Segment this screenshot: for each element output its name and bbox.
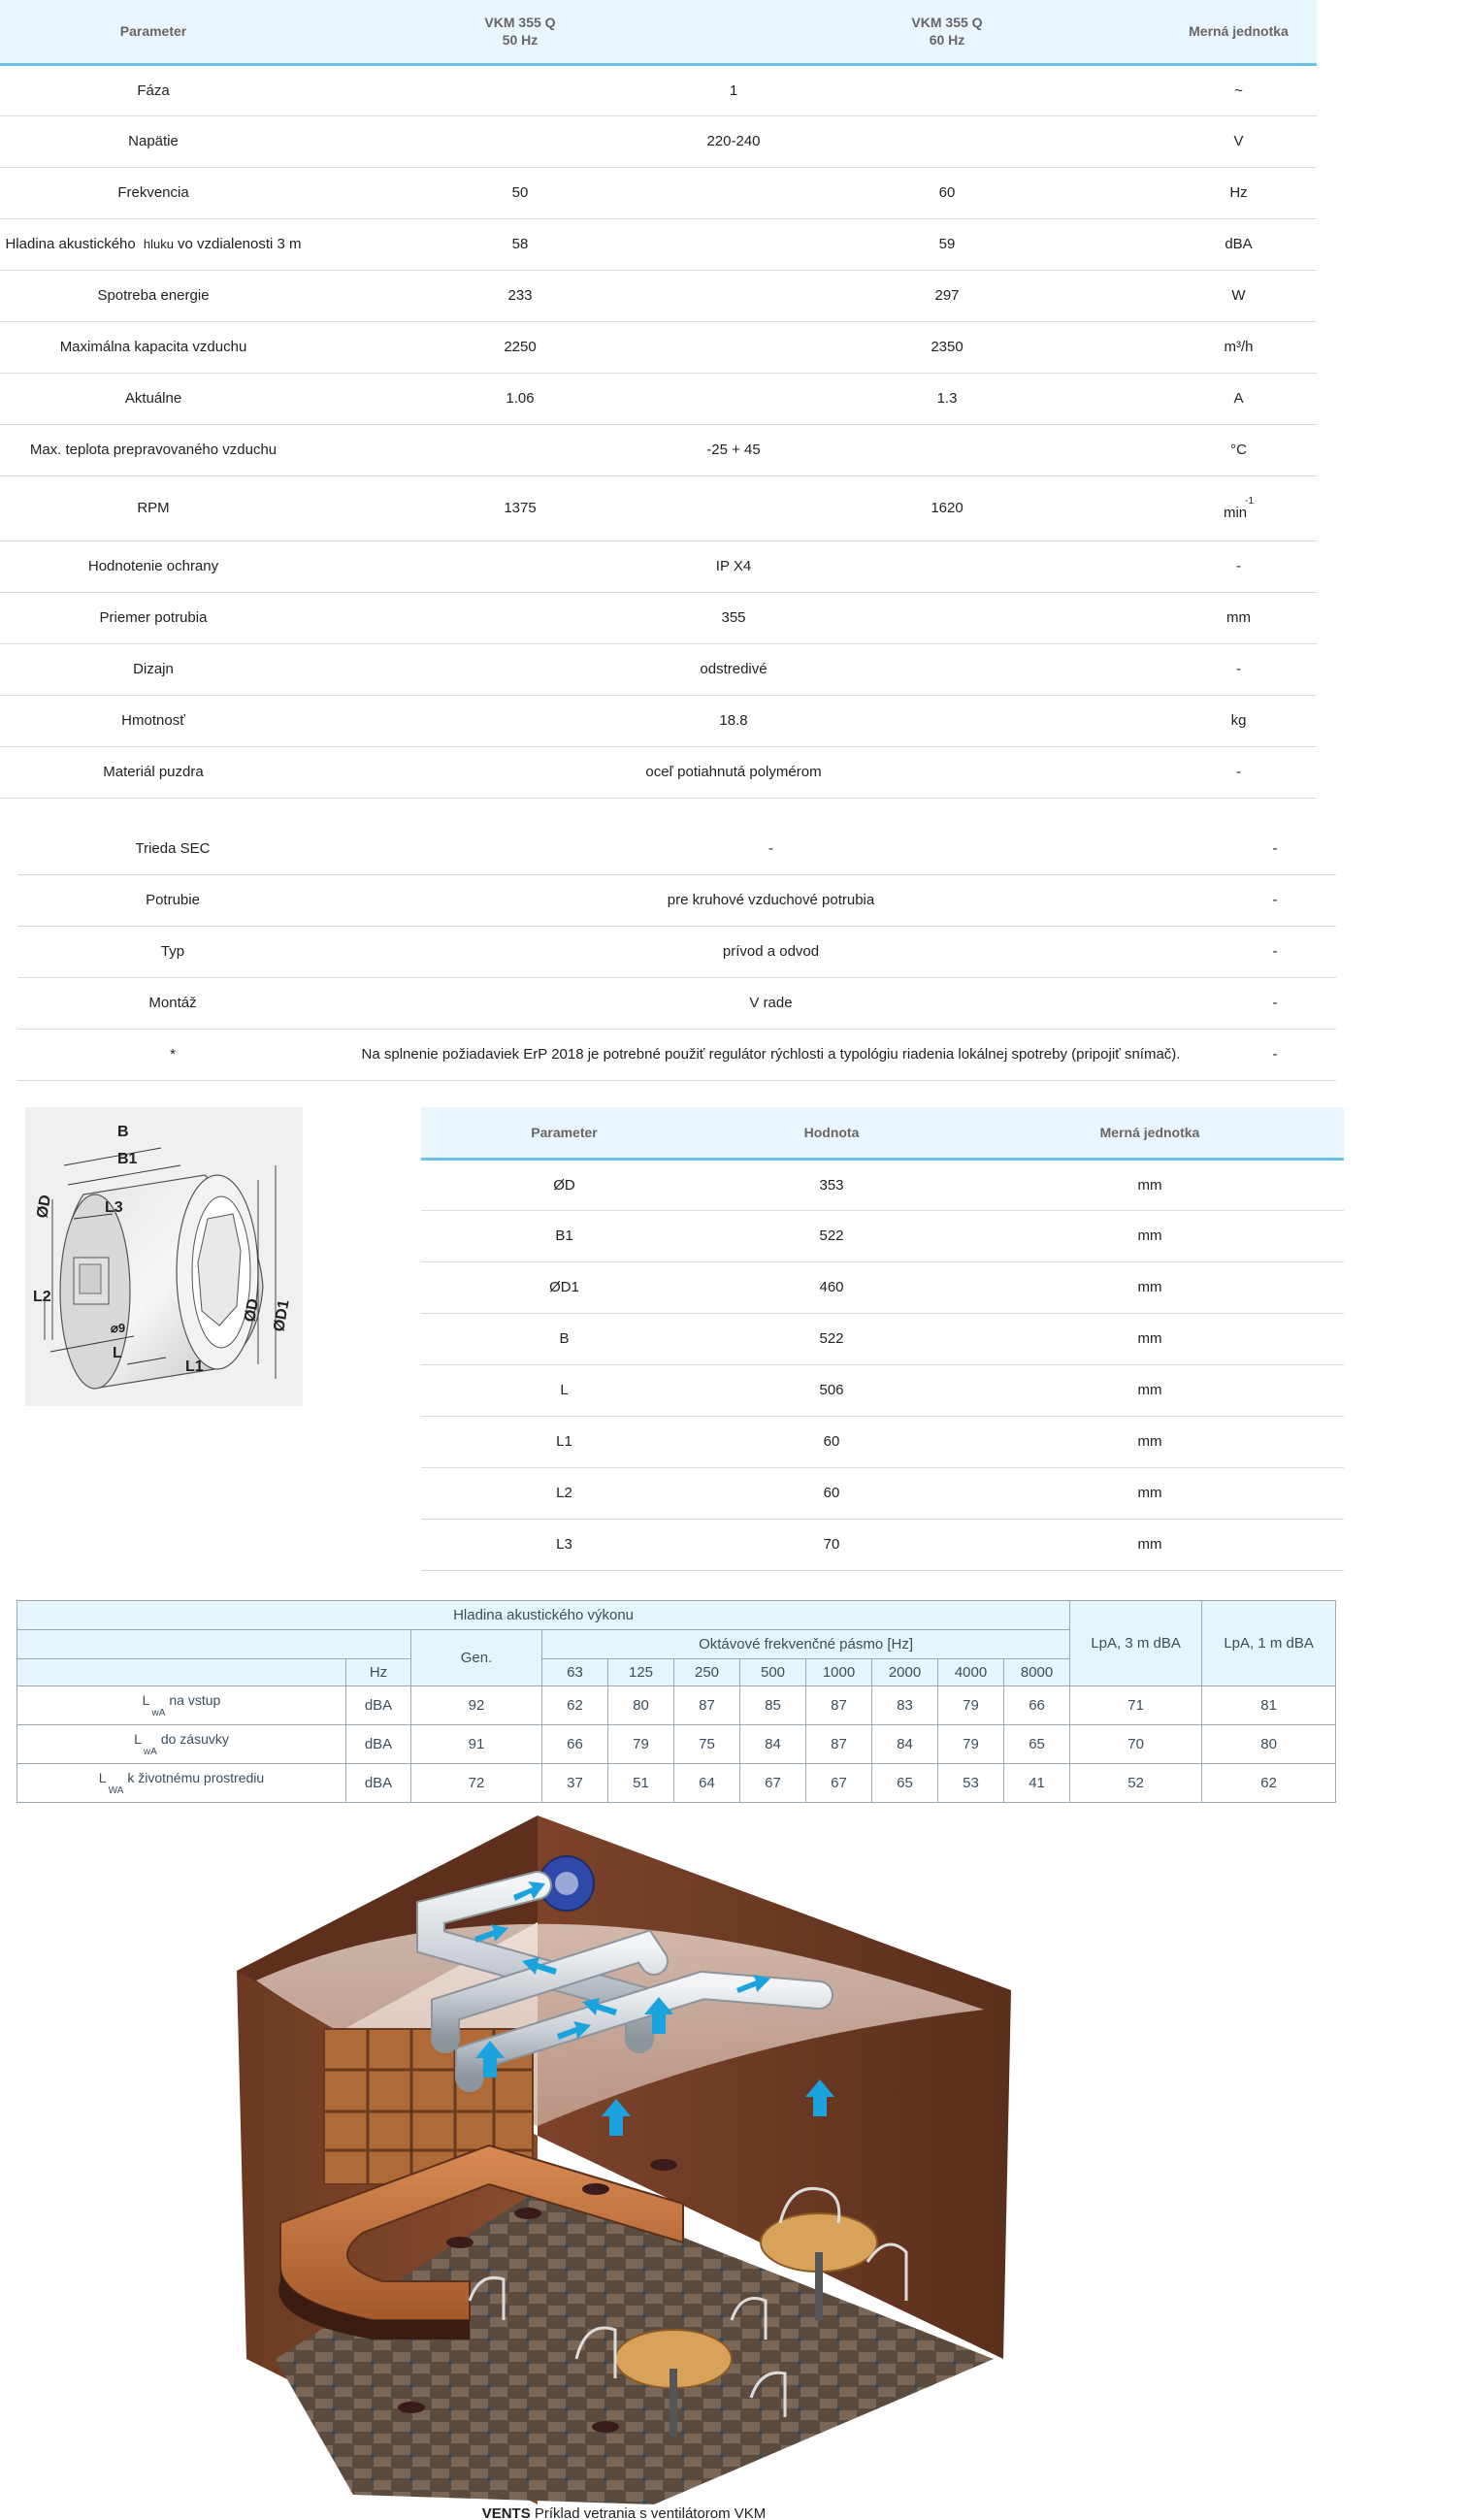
specs-value-cell: IP X4 (307, 540, 1160, 592)
fan-dimension-drawing-svg (25, 1107, 303, 1406)
acoustic-band-value: 83 (872, 1686, 938, 1725)
dims-param-cell: B (421, 1313, 707, 1364)
acoustic-band-value: 87 (806, 1686, 872, 1725)
specs-value-50hz: 1.06 (307, 373, 734, 424)
specs2-unit-cell: - (1214, 874, 1336, 926)
acoustic-row-gen: 72 (411, 1764, 542, 1803)
dims-value-cell: 522 (707, 1210, 956, 1261)
acoustic-row-subscript: WA (108, 1785, 124, 1796)
specs-unit-cell: W (1160, 270, 1317, 321)
specs2-param-cell: Montáž (17, 977, 328, 1029)
specs-unit-cell: dBA (1160, 218, 1317, 270)
specs-value-50hz: 233 (307, 270, 734, 321)
acoustic-data-row (17, 1764, 1336, 1803)
specs2-row (17, 1029, 1336, 1080)
specs2-param-cell: Potrubie (17, 874, 328, 926)
acoustic-band-value: 41 (1004, 1764, 1070, 1803)
specs-table-extra (17, 823, 1336, 1081)
specs-unit-cell: V (1160, 115, 1317, 167)
drawing-label-l: L (113, 1345, 122, 1361)
specs-value-50hz: 1375 (307, 475, 734, 540)
acoustic-row-text: do zásuvky (160, 1731, 229, 1747)
specs-row (0, 270, 1317, 321)
specs2-value-cell: prívod a odvod (328, 926, 1214, 977)
dims-param-cell: L1 (421, 1416, 707, 1467)
specs2-value-cell: - (328, 823, 1214, 874)
acoustic-title: Hladina akustického výkonu (17, 1601, 1070, 1630)
acoustic-band-value: 84 (740, 1725, 806, 1764)
dims-row (421, 1467, 1344, 1519)
caption-brand: VENTS (481, 2505, 531, 2520)
acoustic-band-value: 62 (542, 1686, 608, 1725)
acoustic-band-value: 79 (938, 1686, 1004, 1725)
specs2-unit-cell: - (1214, 977, 1336, 1029)
specs-param-cell: Maximálna kapacita vzduchu (0, 321, 307, 373)
dims-row (421, 1261, 1344, 1313)
specs-row (0, 424, 1317, 475)
acoustic-band-value: 79 (608, 1725, 674, 1764)
dims-unit-cell: mm (956, 1416, 1344, 1467)
dims-unit-cell: mm (956, 1519, 1344, 1570)
acoustic-row-subscript: wA (151, 1708, 166, 1718)
dims-unit-cell: mm (956, 1159, 1344, 1210)
specs2-value-cell: V rade (328, 977, 1214, 1029)
specs-param-cell: Spotreba energie (0, 270, 307, 321)
acoustic-row-lpa1: 80 (1202, 1725, 1336, 1764)
specs-unit-cell: - (1160, 746, 1317, 798)
dims-row (421, 1416, 1344, 1467)
acoustic-row-label (17, 1725, 346, 1764)
dims-param-cell: ØD (421, 1159, 707, 1210)
acoustic-band-header: 2000 (872, 1659, 938, 1686)
specs-value-cell: 220-240 (307, 115, 1160, 167)
acoustic-band-value: 53 (938, 1764, 1004, 1803)
specs-param-cell: Dizajn (0, 643, 307, 695)
dims-unit-cell: mm (956, 1364, 1344, 1416)
dims-param-cell: L (421, 1364, 707, 1416)
dims-row (421, 1519, 1344, 1570)
acoustic-row-text: k životnému prostrediu (127, 1770, 265, 1785)
acoustic-band-header: 500 (740, 1659, 806, 1686)
acoustic-lpa3-header: LpA, 3 m dBA (1070, 1601, 1202, 1686)
drawing-label-l3: L3 (105, 1199, 123, 1216)
dims-param-cell: L3 (421, 1519, 707, 1570)
dims-header-value: Hodnota (707, 1107, 956, 1159)
specs-unit-cell: m³/h (1160, 321, 1317, 373)
drawing-label-od1: ØD1 (271, 1298, 293, 1333)
specs-row (0, 475, 1317, 540)
drawing-label-od-left: ØD (34, 1194, 55, 1220)
dims-value-cell: 70 (707, 1519, 956, 1570)
specs-value-60hz: 59 (734, 218, 1160, 270)
acoustic-band-header: 250 (674, 1659, 740, 1686)
acoustic-row-lpa3: 71 (1070, 1686, 1202, 1725)
dims-unit-cell: mm (956, 1313, 1344, 1364)
dims-value-cell: 353 (707, 1159, 956, 1210)
specs2-row (17, 977, 1336, 1029)
specs-param-cell: Aktuálne (0, 373, 307, 424)
acoustic-row-unit: dBA (346, 1764, 411, 1803)
acoustic-blank-cell (17, 1659, 346, 1686)
acoustic-row-label (17, 1764, 346, 1803)
specs-value-50hz: 2250 (307, 321, 734, 373)
specs-row (0, 746, 1317, 798)
acoustic-row-subscript: wA (143, 1747, 157, 1757)
acoustic-band-value: 84 (872, 1725, 938, 1764)
acoustic-band-value: 67 (740, 1764, 806, 1803)
specs-param-cell: Priemer potrubia (0, 592, 307, 643)
dims-unit-cell: mm (956, 1261, 1344, 1313)
specs2-unit-cell: - (1214, 1029, 1336, 1080)
dims-value-cell: 506 (707, 1364, 956, 1416)
specs2-value-cell: pre kruhové vzduchové potrubia (328, 874, 1214, 926)
specs2-param-cell: Typ (17, 926, 328, 977)
acoustic-band-value: 65 (872, 1764, 938, 1803)
acoustic-table (16, 1600, 1336, 1803)
acoustic-blank-cell (17, 1630, 411, 1659)
dims-row (421, 1159, 1344, 1210)
acoustic-row-gen: 91 (411, 1725, 542, 1764)
specs-param-small: hluku (143, 237, 174, 251)
specs-unit-cell: A (1160, 373, 1317, 424)
acoustic-band-value: 67 (806, 1764, 872, 1803)
ventilation-example-illustration (237, 1816, 1011, 2504)
acoustic-row-label (17, 1686, 346, 1725)
dims-row (421, 1313, 1344, 1364)
specs2-unit-cell: - (1214, 926, 1336, 977)
dims-header-unit: Merná jednotka (956, 1107, 1344, 1159)
dims-param-cell: B1 (421, 1210, 707, 1261)
specs-param-cell: Napätie (0, 115, 307, 167)
specs2-row (17, 823, 1336, 874)
dims-value-cell: 460 (707, 1261, 956, 1313)
specs-value-60hz: 1.3 (734, 373, 1160, 424)
dims-row (421, 1210, 1344, 1261)
specs-param-cell: Fáza (0, 64, 307, 115)
dims-param-cell: L2 (421, 1467, 707, 1519)
specs-param-cell: Materiál puzdra (0, 746, 307, 798)
specs-row (0, 167, 1317, 218)
caption-text: Príklad vetrania s ventilátorom VKM (534, 2505, 767, 2520)
specs-table (0, 0, 1317, 799)
dims-value-cell: 522 (707, 1313, 956, 1364)
acoustic-data-row (17, 1686, 1336, 1725)
specs-param-cell: RPM (0, 475, 307, 540)
drawing-label-b: B (117, 1124, 129, 1140)
acoustic-band-value: 85 (740, 1686, 806, 1725)
specs-value-60hz: 1620 (734, 475, 1160, 540)
specs2-param-cell: Trieda SEC (17, 823, 328, 874)
drawing-label-l2: L2 (33, 1289, 51, 1305)
specs-value-cell: odstredivé (307, 643, 1160, 695)
dims-unit-cell: mm (956, 1467, 1344, 1519)
illustration-caption (237, 2507, 1011, 2520)
specs-row (0, 115, 1317, 167)
specs-unit-cell: Hz (1160, 167, 1317, 218)
specs2-row (17, 926, 1336, 977)
specs2-unit-cell: - (1214, 823, 1336, 874)
acoustic-row-unit: dBA (346, 1686, 411, 1725)
acoustic-lpa1-header: LpA, 1 m dBA (1202, 1601, 1336, 1686)
acoustic-row-symbol: L (98, 1770, 107, 1785)
dimension-drawing (25, 1107, 303, 1406)
specs-row (0, 643, 1317, 695)
acoustic-gen-header: Gen. (411, 1630, 542, 1686)
specs-unit-cell: - (1160, 540, 1317, 592)
specs-header-50hz: VKM 355 Q 50 Hz (307, 0, 734, 64)
dims-header-row (421, 1107, 1344, 1159)
acoustic-band-title: Oktávové frekvenčné pásmo [Hz] (542, 1630, 1070, 1659)
acoustic-band-value: 37 (542, 1764, 608, 1803)
acoustic-band-value: 66 (1004, 1686, 1070, 1725)
specs-header-unit: Merná jednotka (1160, 0, 1317, 64)
acoustic-title-row (17, 1601, 1336, 1630)
specs-value-cell: -25 + 45 (307, 424, 1160, 475)
acoustic-row-lpa3: 70 (1070, 1725, 1202, 1764)
specs-header-row (0, 0, 1317, 64)
specs-value-cell: 355 (307, 592, 1160, 643)
specs-value-60hz: 2350 (734, 321, 1160, 373)
specs-row (0, 540, 1317, 592)
dimensions-table (421, 1107, 1344, 1571)
dims-value-cell: 60 (707, 1416, 956, 1467)
specs-value-50hz: 50 (307, 167, 734, 218)
specs-param-cell: Frekvencia (0, 167, 307, 218)
dims-row (421, 1364, 1344, 1416)
specs2-row (17, 874, 1336, 926)
dims-header-parameter: Parameter (421, 1107, 707, 1159)
acoustic-band-header: 125 (608, 1659, 674, 1686)
drawing-label-hole: ⌀9 (111, 1321, 126, 1335)
specs2-param-cell: * (17, 1029, 328, 1080)
specs-unit-cell: $\min^{-1}$ (1160, 475, 1317, 540)
specs-unit-cell: ~ (1160, 64, 1317, 115)
acoustic-band-header: 4000 (938, 1659, 1004, 1686)
acoustic-band-value: 87 (674, 1686, 740, 1725)
acoustic-row-lpa1: 81 (1202, 1686, 1336, 1725)
specs-unit-cell: kg (1160, 695, 1317, 746)
cafe-ventilation-illustration-svg (237, 1816, 1011, 2504)
specs-unit-cell: °C (1160, 424, 1317, 475)
acoustic-band-value: 66 (542, 1725, 608, 1764)
specs-param-cell: Hodnotenie ochrany (0, 540, 307, 592)
specs-value-60hz: 297 (734, 270, 1160, 321)
acoustic-row-text: na vstup (169, 1692, 221, 1708)
specs2-value-cell: Na splnenie požiadaviek ErP 2018 je potrebné použiť regulátor rýchlosti a typológiu riadenia lokálnej spotreby (pripojiť snímač). (328, 1029, 1214, 1080)
acoustic-band-header: 63 (542, 1659, 608, 1686)
acoustic-band-value: 79 (938, 1725, 1004, 1764)
specs-param-cell: Hmotnosť (0, 695, 307, 746)
acoustic-row-symbol: L (142, 1692, 150, 1708)
acoustic-band-value: 87 (806, 1725, 872, 1764)
drawing-label-od-right: ØD (242, 1297, 263, 1324)
acoustic-band-value: 75 (674, 1725, 740, 1764)
specs-row (0, 695, 1317, 746)
specs-unit-cell: mm (1160, 592, 1317, 643)
specs-value-cell: 18.8 (307, 695, 1160, 746)
specs-header-60hz: VKM 355 Q 60 Hz (734, 0, 1160, 64)
dims-value-cell: 60 (707, 1467, 956, 1519)
acoustic-row-symbol: L (134, 1731, 142, 1747)
specs-value-cell: 1 (307, 64, 1160, 115)
specs-row (0, 373, 1317, 424)
specs-unit-sup: -1 (1245, 495, 1255, 507)
drawing-label-l1: L1 (185, 1358, 204, 1375)
specs-param-cell: Max. teplota prepravovaného vzduchu (0, 424, 307, 475)
acoustic-row-lpa1: 62 (1202, 1764, 1336, 1803)
specs-value-60hz: 60 (734, 167, 1160, 218)
specs-value-cell: oceľ potiahnutá polymérom (307, 746, 1160, 798)
acoustic-band-value: 65 (1004, 1725, 1070, 1764)
acoustic-hz-header: Hz (346, 1659, 411, 1686)
acoustic-row-lpa3: 52 (1070, 1764, 1202, 1803)
acoustic-data-row (17, 1725, 1336, 1764)
specs-row (0, 64, 1317, 115)
acoustic-row-unit: dBA (346, 1725, 411, 1764)
specs-value-50hz: 58 (307, 218, 734, 270)
specs-param-cell: Hladina akustického hluku vo vzdialenosti 3 m (0, 218, 307, 270)
specs-header-parameter: Parameter (0, 0, 307, 64)
specs-row (0, 321, 1317, 373)
acoustic-band-header: 1000 (806, 1659, 872, 1686)
acoustic-band-value: 64 (674, 1764, 740, 1803)
specs-row (0, 592, 1317, 643)
acoustic-band-value: 51 (608, 1764, 674, 1803)
dims-param-cell: ØD1 (421, 1261, 707, 1313)
specs-unit-cell: - (1160, 643, 1317, 695)
acoustic-band-header: 8000 (1004, 1659, 1070, 1686)
dims-unit-cell: mm (956, 1210, 1344, 1261)
acoustic-row-gen: 92 (411, 1686, 542, 1725)
drawing-label-b1: B1 (117, 1151, 138, 1167)
specs-row (0, 218, 1317, 270)
acoustic-band-value: 80 (608, 1686, 674, 1725)
